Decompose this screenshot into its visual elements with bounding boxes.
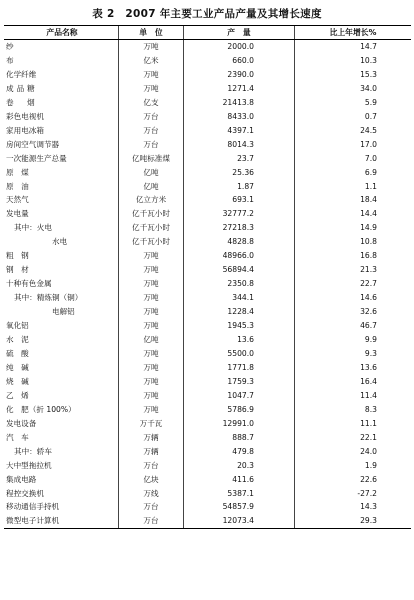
- output-cell: 344.1: [184, 291, 295, 305]
- table-row: [4, 417, 411, 431]
- table-row: [4, 514, 411, 528]
- production-table: [4, 25, 411, 529]
- unit-cell: 万吨: [119, 82, 184, 96]
- product-name-cell: 集成电路: [6, 474, 37, 484]
- table-row: [4, 431, 411, 445]
- unit-cell: 万吨: [119, 319, 184, 333]
- table-row: [4, 110, 411, 124]
- output-cell: 1771.8: [184, 361, 295, 375]
- product-name-cell: 原 煤: [6, 167, 29, 177]
- unit-cell: 亿支: [119, 96, 184, 110]
- growth-cell: 14.6: [295, 291, 412, 305]
- table-row: [4, 500, 411, 514]
- growth-cell: 7.0: [295, 152, 412, 166]
- unit-cell: 万台: [119, 110, 184, 124]
- output-cell: 13.6: [184, 333, 295, 347]
- table-row: [4, 333, 411, 347]
- unit-cell: 亿吨: [119, 166, 184, 180]
- output-cell: 32777.2: [184, 207, 295, 221]
- growth-cell: 5.9: [295, 96, 412, 110]
- growth-cell: 14.9: [295, 221, 412, 235]
- growth-cell: 17.0: [295, 138, 412, 152]
- output-cell: 1228.4: [184, 305, 295, 319]
- table-row: [4, 361, 411, 375]
- product-name-cell: 其中：轿车: [14, 446, 52, 456]
- product-name-cell: 电解铝: [52, 307, 75, 317]
- unit-cell: 万吨: [119, 389, 184, 403]
- growth-cell: 22.1: [295, 431, 412, 445]
- unit-cell: 万线: [119, 487, 184, 501]
- output-cell: 27218.3: [184, 221, 295, 235]
- header-growth: 比上年增长%: [295, 26, 412, 40]
- output-cell: 5786.9: [184, 403, 295, 417]
- table-row: [4, 263, 411, 277]
- unit-cell: 万吨: [119, 305, 184, 319]
- growth-cell: 16.4: [295, 375, 412, 389]
- product-name-cell: 十种有色金属: [6, 279, 52, 289]
- unit-cell: 万台: [119, 138, 184, 152]
- product-name-cell: 氧化铝: [6, 321, 29, 331]
- product-name-cell: 程控交换机: [6, 488, 44, 498]
- output-cell: 21413.8: [184, 96, 295, 110]
- product-name-cell: 天然气: [6, 195, 29, 205]
- growth-cell: 9.9: [295, 333, 412, 347]
- product-name-cell: 卷 烟: [6, 97, 38, 107]
- product-name-cell: 化学纤维: [6, 69, 37, 79]
- output-cell: 8014.3: [184, 138, 295, 152]
- output-cell: 5387.1: [184, 487, 295, 501]
- table-row: [4, 319, 411, 333]
- output-cell: 48966.0: [184, 249, 295, 263]
- output-cell: 2390.0: [184, 68, 295, 82]
- output-cell: 4828.8: [184, 235, 295, 249]
- table-row: [4, 82, 411, 96]
- table-row: [4, 487, 411, 501]
- unit-cell: 万吨: [119, 361, 184, 375]
- table-row: [4, 180, 411, 194]
- output-cell: 1.87: [184, 180, 295, 194]
- growth-cell: 14.3: [295, 500, 412, 514]
- unit-cell: 万吨: [119, 249, 184, 263]
- output-cell: 12073.4: [184, 514, 295, 528]
- table-row: [4, 459, 411, 473]
- output-cell: 2000.0: [184, 40, 295, 54]
- output-cell: 2350.8: [184, 277, 295, 291]
- product-name-cell: 乙 烯: [6, 390, 29, 400]
- unit-cell: 万吨: [119, 291, 184, 305]
- output-cell: 54857.9: [184, 500, 295, 514]
- unit-cell: 万辆: [119, 431, 184, 445]
- output-cell: 56894.4: [184, 263, 295, 277]
- product-name-cell: 家用电冰箱: [6, 125, 44, 135]
- table-row: [4, 389, 411, 403]
- output-cell: 1759.3: [184, 375, 295, 389]
- table-row: [4, 235, 411, 249]
- product-name-cell: 烧 碱: [6, 376, 29, 386]
- product-name-cell: 布: [6, 55, 14, 65]
- growth-cell: 24.5: [295, 124, 412, 138]
- unit-cell: 万吨: [119, 68, 184, 82]
- output-cell: 4397.1: [184, 124, 295, 138]
- product-name-cell: 房间空气调节器: [6, 139, 60, 149]
- growth-cell: 0.7: [295, 110, 412, 124]
- table-row: [4, 375, 411, 389]
- unit-cell: 万辆: [119, 445, 184, 459]
- unit-cell: 万台: [119, 500, 184, 514]
- header-product-name: 产品名称: [4, 26, 119, 40]
- product-name-cell: 粗 钢: [6, 251, 29, 261]
- growth-cell: 10.3: [295, 54, 412, 68]
- table-row: [4, 40, 411, 54]
- table-title: 表 2 2007 年主要工业产品产量及其增长速度: [92, 8, 322, 20]
- header-output: 产 量: [184, 26, 295, 40]
- growth-cell: 14.4: [295, 207, 412, 221]
- growth-cell: 22.7: [295, 277, 412, 291]
- growth-cell: -27.2: [295, 487, 412, 501]
- unit-cell: 万吨: [119, 375, 184, 389]
- unit-cell: 万台: [119, 124, 184, 138]
- unit-cell: 亿块: [119, 473, 184, 487]
- unit-cell: 亿千瓦小时: [119, 207, 184, 221]
- output-cell: 1271.4: [184, 82, 295, 96]
- unit-cell: 亿米: [119, 54, 184, 68]
- output-cell: 1945.3: [184, 319, 295, 333]
- growth-cell: 1.9: [295, 459, 412, 473]
- output-cell: 479.8: [184, 445, 295, 459]
- table-row: [4, 277, 411, 291]
- unit-cell: 亿吨: [119, 180, 184, 194]
- header-row: [4, 26, 411, 40]
- growth-cell: 32.6: [295, 305, 412, 319]
- unit-cell: 亿立方米: [119, 193, 184, 207]
- header-unit: 单 位: [119, 26, 184, 40]
- table-row: [4, 445, 411, 459]
- product-name-cell: 发电设备: [6, 418, 37, 428]
- table-row: [4, 193, 411, 207]
- product-name-cell: 微型电子计算机: [4, 514, 119, 528]
- growth-cell: 11.1: [295, 417, 412, 431]
- table-body: [4, 40, 411, 529]
- table-row: [4, 124, 411, 138]
- output-cell: 8433.0: [184, 110, 295, 124]
- table-row: [4, 138, 411, 152]
- unit-cell: 亿吨: [119, 333, 184, 347]
- output-cell: 660.0: [184, 54, 295, 68]
- product-name-cell: 其中：精炼铜（铜）: [14, 293, 83, 303]
- unit-cell: 万吨: [119, 40, 184, 54]
- growth-cell: 34.0: [295, 82, 412, 96]
- output-cell: 1047.7: [184, 389, 295, 403]
- product-name-cell: 原 油: [6, 181, 29, 191]
- product-name-cell: 纯 碱: [6, 362, 29, 372]
- product-name-cell: 化 肥（折 100%）: [6, 404, 76, 414]
- table-row: [4, 68, 411, 82]
- product-name-cell: 硫 酸: [6, 348, 29, 358]
- unit-cell: 万千瓦: [119, 417, 184, 431]
- table-row: [4, 54, 411, 68]
- growth-cell: 46.7: [295, 319, 412, 333]
- output-cell: 5500.0: [184, 347, 295, 361]
- product-name-cell: 水电: [52, 237, 68, 247]
- unit-cell: 亿吨标准煤: [119, 152, 184, 166]
- unit-cell: 万吨: [119, 403, 184, 417]
- product-name-cell: 钢 材: [6, 265, 29, 275]
- table-row: [4, 249, 411, 263]
- output-cell: 888.7: [184, 431, 295, 445]
- table-row: [4, 166, 411, 180]
- table-row: [4, 473, 411, 487]
- unit-cell: 万台: [119, 514, 184, 528]
- product-name-cell: 彩色电视机: [6, 111, 44, 121]
- growth-cell: 13.6: [295, 361, 412, 375]
- output-cell: 411.6: [184, 473, 295, 487]
- output-cell: 693.1: [184, 193, 295, 207]
- unit-cell: 亿千瓦小时: [119, 235, 184, 249]
- product-name-cell: 大中型拖拉机: [6, 460, 52, 470]
- output-cell: 23.7: [184, 152, 295, 166]
- unit-cell: 万吨: [119, 347, 184, 361]
- table-row: [4, 347, 411, 361]
- growth-cell: 18.4: [295, 193, 412, 207]
- unit-cell: 亿千瓦小时: [119, 221, 184, 235]
- growth-cell: 16.8: [295, 249, 412, 263]
- growth-cell: 8.3: [295, 403, 412, 417]
- product-name-cell: 水 泥: [6, 335, 29, 345]
- growth-cell: 29.3: [295, 514, 412, 528]
- output-cell: 25.36: [184, 166, 295, 180]
- growth-cell: 10.8: [295, 235, 412, 249]
- product-name-cell: 汽 车: [6, 432, 29, 442]
- table-row: [4, 221, 411, 235]
- growth-cell: 14.7: [295, 40, 412, 54]
- unit-cell: 万吨: [119, 263, 184, 277]
- table-row: [4, 207, 411, 221]
- growth-cell: 15.3: [295, 68, 412, 82]
- growth-cell: 1.1: [295, 180, 412, 194]
- product-name-cell: 发电量: [6, 209, 29, 219]
- product-name-cell: 其中：火电: [14, 223, 52, 233]
- table-row: [4, 96, 411, 110]
- product-name-cell: 一次能源生产总量: [6, 153, 67, 163]
- product-name-cell: 移动通信手持机: [6, 502, 60, 512]
- growth-cell: 11.4: [295, 389, 412, 403]
- growth-cell: 9.3: [295, 347, 412, 361]
- output-cell: 12991.0: [184, 417, 295, 431]
- unit-cell: 万吨: [119, 277, 184, 291]
- growth-cell: 22.6: [295, 473, 412, 487]
- product-name-cell: 纱: [6, 42, 14, 51]
- table-row: [4, 291, 411, 305]
- table-row: [4, 305, 411, 319]
- growth-cell: 21.3: [295, 263, 412, 277]
- product-name-cell: 成品糖: [6, 83, 38, 93]
- unit-cell: 万台: [119, 459, 184, 473]
- growth-cell: 6.9: [295, 166, 412, 180]
- output-cell: 20.3: [184, 459, 295, 473]
- table-row: [4, 403, 411, 417]
- table-row: [4, 152, 411, 166]
- growth-cell: 24.0: [295, 445, 412, 459]
